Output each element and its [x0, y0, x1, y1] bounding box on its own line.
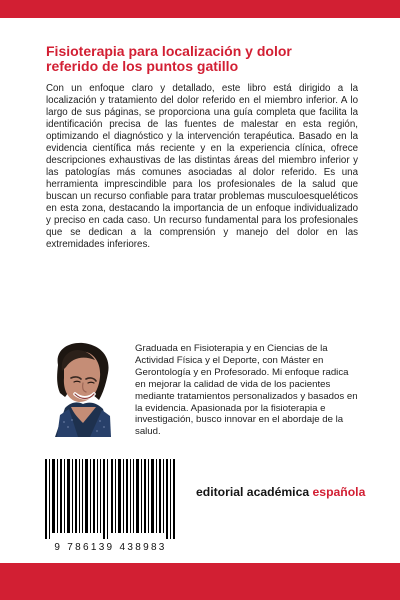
author-photo [45, 339, 123, 437]
author-bio: Graduada en Fisioterapia y en Ciencias de la Actividad Física y el Deporte, con Máster en Gerontología y en Profesorado. Mi enfoque radica en mejorar la calidad de vida de los pacientes mediante tratamientos personalizados y basados en la evidencia. Apasionada por la fisioterapia e investigación, busco innovar en el abordaje de la salud. [135, 343, 358, 438]
publisher-logo [196, 484, 376, 500]
bottom-red-band [0, 563, 400, 600]
isbn-digits: 9 786139 438983 [54, 542, 167, 553]
top-red-band [0, 0, 400, 18]
book-title: Fisioterapia para localización y dolor referido de los puntos gatillo [46, 43, 292, 74]
isbn-barcode [41, 453, 180, 556]
book-description: Con un enfoque claro y detallado, este libro está dirigido a la localización y tratamiento del dolor referido en el miembro inferior. A lo largo de sus páginas, se proporciona una guía completa que facilita la identificación precisa de las fuentes de malestar en esta región, optimizando el diagnóstico y la intervención terapéutica. Basado en la evidencia científica más reciente y en la experiencia clínica, ofrece descripciones exhaustivas de las distintas áreas del miembro inferior y las patologías más comunes asociadas al dolor referido. Es una herramienta imprescindible para los profesionales de la salud que buscan un recurso confiable para tratar problemas musculoesqueléticos en esta zona, destacando la importancia de un enfoque individualizado y preciso en cada caso. Un recurso fundamental para los profesionales que se dedican a la comprensión y manejo del dolor en las extremidades inferiores. [46, 83, 358, 250]
publisher-name: editorial académica [196, 485, 313, 499]
barcode-image [41, 453, 180, 556]
publisher-accent: española [312, 485, 366, 499]
author-portrait [45, 339, 123, 437]
